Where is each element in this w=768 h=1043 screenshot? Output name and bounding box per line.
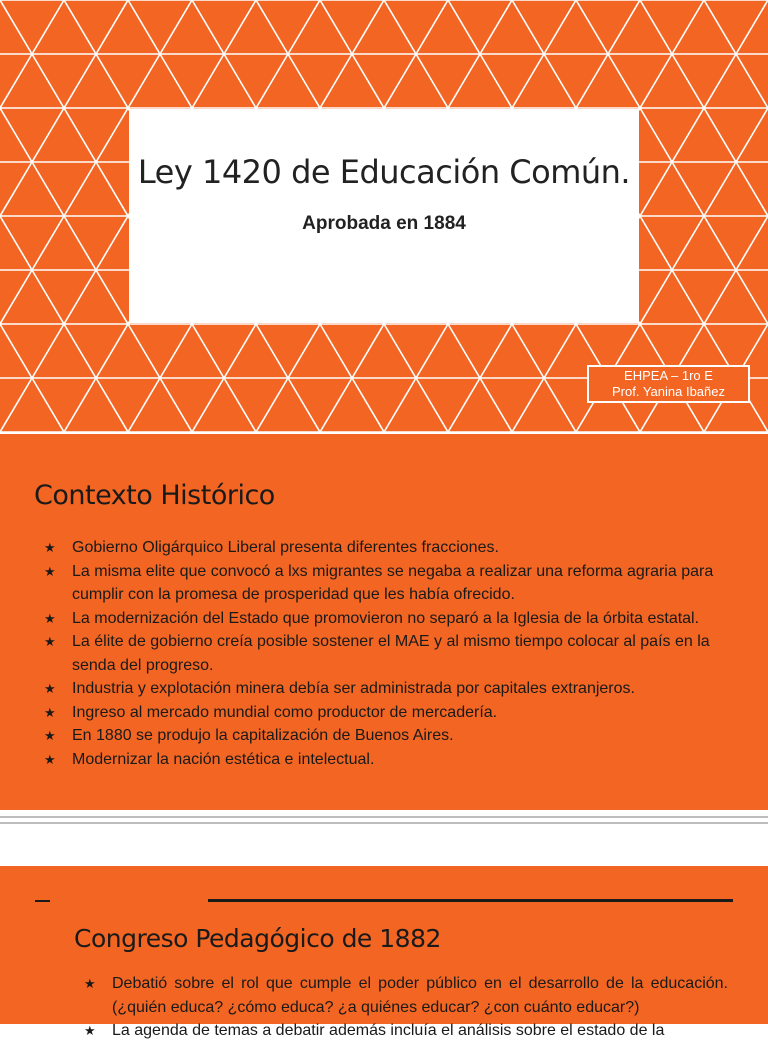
slide-subtitle: Aprobada en 1884	[302, 213, 466, 234]
decorative-rule	[208, 899, 733, 902]
bullet-text: La agenda de temas a debatir además incluía el análisis sobre el estado de la	[112, 1022, 665, 1039]
context-heading: Contexto Histórico	[34, 480, 275, 511]
bullet-text: Gobierno Oligárquico Liberal presenta diferentes fracciones.	[72, 539, 499, 556]
bullet-text: La élite de gobierno creía posible sostener el MAE y al mismo tiempo colocar al país en la senda del progreso.	[72, 633, 710, 674]
bullet-item	[44, 560, 734, 607]
slide-title: Ley 1420 de Educación Común.	[137, 153, 631, 191]
bullet-item	[44, 630, 734, 677]
congress-bullet-list	[84, 972, 728, 1043]
decorative-dash	[35, 900, 50, 902]
title-card	[129, 109, 639, 323]
bullet-text: Debatió sobre el rol que cumple el poder público en el desarrollo de la educación. (¿quién educa? ¿cómo educa? ¿a quiénes educar? ¿con cuánto educar?)	[112, 975, 728, 1016]
star-icon: ★	[44, 751, 56, 767]
context-slide	[0, 434, 768, 810]
congress-slide	[0, 866, 768, 1039]
star-icon: ★	[44, 681, 56, 696]
title-slide	[0, 0, 768, 432]
bullet-item	[84, 1019, 728, 1043]
bullet-text: Modernizar la nación estética e intelectual.	[72, 750, 375, 768]
star-icon: ★	[84, 1023, 96, 1038]
separator-line	[0, 822, 768, 824]
bullet-text: En 1880 se produjo la capitalización de Buenos Aires.	[72, 727, 454, 744]
author-box	[587, 365, 750, 403]
star-icon: ★	[44, 563, 56, 579]
bullet-text: La misma elite que convocó a lxs migrantes se negaba a realizar una reforma agraria para cumplir con la promesa de prosperidad que les había ofrecido.	[72, 562, 714, 603]
star-icon: ★	[44, 634, 56, 649]
bullet-item	[44, 748, 734, 772]
slide-separator	[0, 810, 768, 863]
context-bullet-list	[44, 536, 734, 771]
bullet-item	[44, 607, 734, 631]
star-icon: ★	[44, 610, 56, 626]
bullet-text: La modernización del Estado que promovieron no separó a la Iglesia de la órbita estatal.	[72, 609, 700, 627]
author-course: EHPEA – 1ro E	[624, 368, 713, 383]
bullet-item	[44, 701, 734, 725]
star-icon: ★	[44, 540, 56, 555]
congress-heading: Congreso Pedagógico de 1882	[74, 924, 441, 953]
star-icon: ★	[44, 704, 56, 720]
author-name: Prof. Yanina Ibañez	[612, 384, 725, 399]
bullet-item	[44, 536, 734, 560]
star-icon: ★	[84, 976, 96, 991]
bullet-item	[84, 972, 728, 1019]
separator-line	[0, 816, 768, 818]
star-icon: ★	[44, 728, 56, 743]
bullet-text: Ingreso al mercado mundial como productor de mercadería.	[72, 703, 498, 721]
bullet-item	[44, 724, 734, 748]
bullet-text: Industria y explotación minera debía ser administrada por capitales extranjeros.	[72, 680, 635, 697]
bullet-item	[44, 677, 734, 701]
